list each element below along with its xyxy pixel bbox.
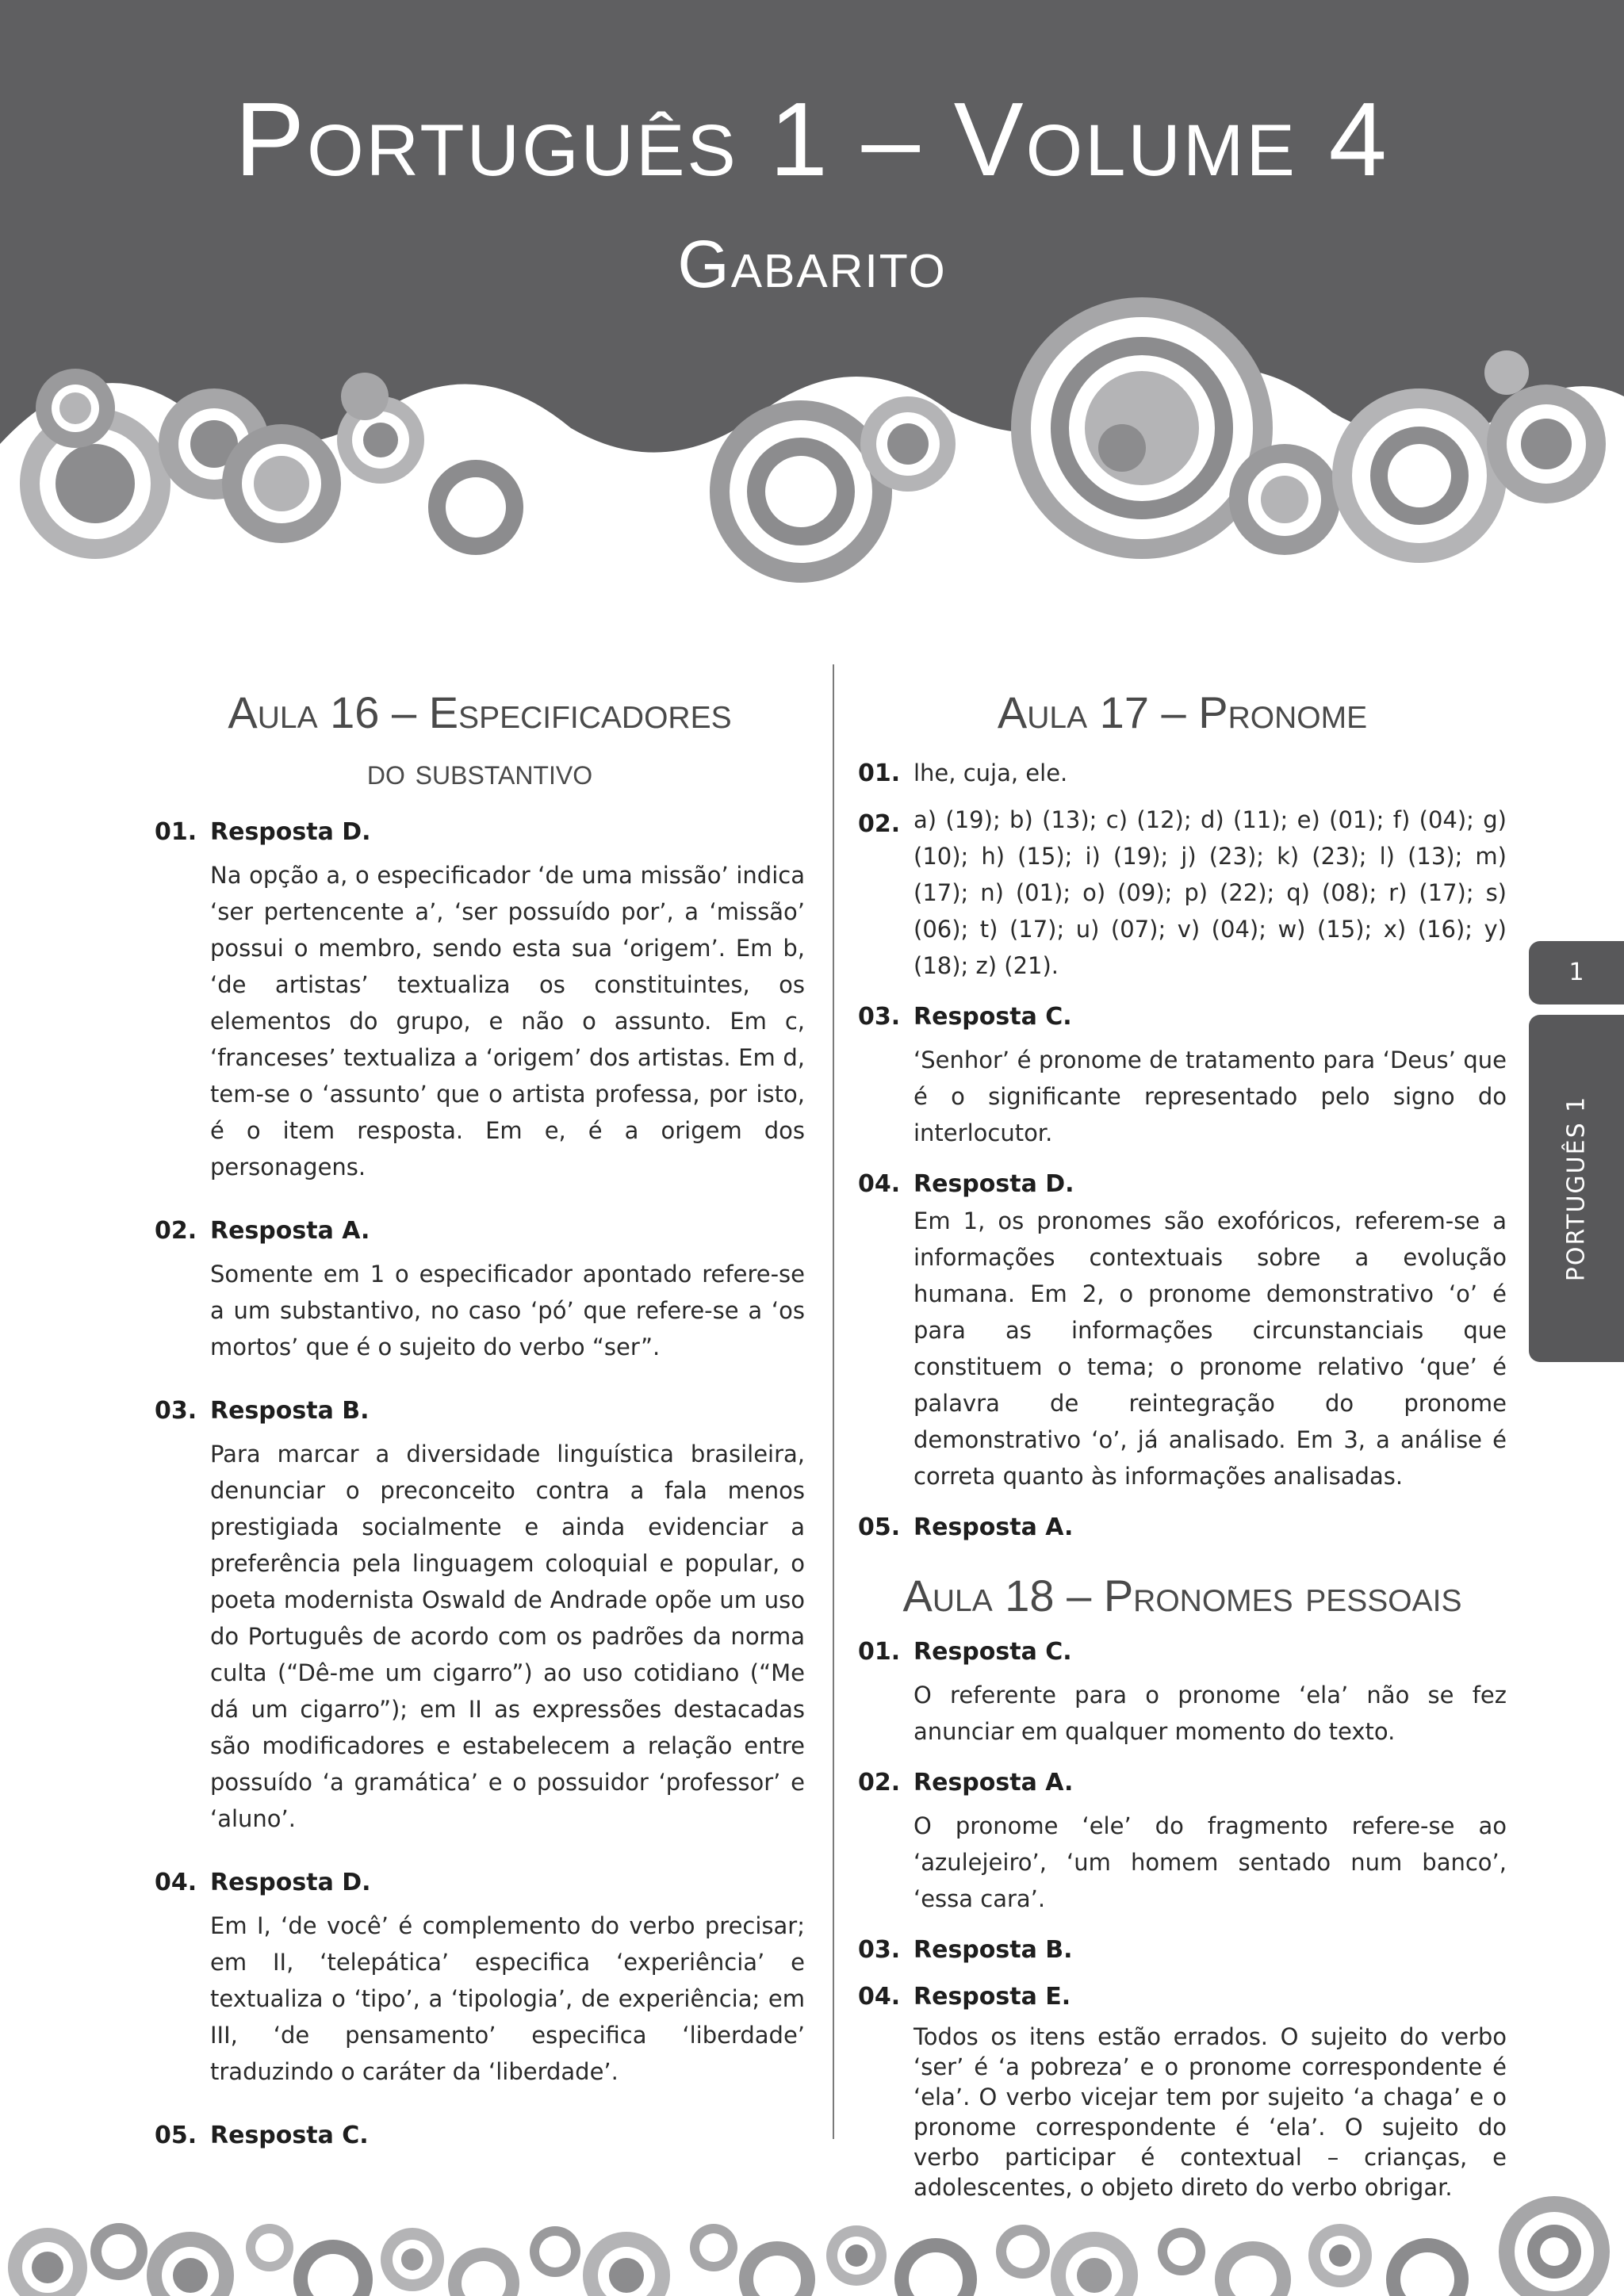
answer-item [858,1983,1507,2202]
item-number: 01. [155,818,197,846]
answer-heading: Resposta B. [914,1936,1073,1964]
answer-heading: Resposta E. [914,1983,1071,2011]
item-number: 01. [858,760,901,787]
answer-item [858,1170,1507,1494]
answer-item [155,1397,805,1837]
answer-heading: Resposta A. [914,1513,1074,1541]
answer-item [858,1513,1507,1541]
answer-heading: Resposta A. [914,1769,1074,1797]
answer-heading: Resposta B. [210,1397,370,1425]
answer-item [155,1869,805,2090]
item-number: 04. [155,1869,197,1896]
aula16-heading [155,682,805,799]
item-number: 05. [155,2122,197,2149]
aula17-heading: Aula 17 – Pronome [997,687,1368,737]
answer-heading: Resposta C. [914,1638,1072,1666]
answer-text: Todos os itens estão errados. O sujeito do verbo ‘ser’ é ‘a pobreza’ e o pronome correspondente é ‘ela’. O verbo vicejar tem por sujeito ‘a chaga’ e o pronome correspondente é ‘ela’. O sujeito do verbo participar é contextual – crianças, e adolescentes, o objeto direto do verbo obrigar. [914,2023,1507,2201]
answer-text: Em 1, os pronomes são exofóricos, referem-se a informações contextuais sobre a evolução humana. Em 2, o pronome demonstrativo ‘o’ é para as informações circunstanciais que constituem o tema; o pronome relativo ‘que’ é palavra de reintegração do pronome demonstrativo ‘o’, já analisado. Em 3, a análise é correta quanto às informações analisadas. [914,1207,1507,1490]
answer-text: lhe, cuja, ele. [914,760,1068,786]
item-number: 03. [858,1936,901,1964]
right-column [858,682,1507,2202]
aula16-title-line2: do substantivo [366,751,593,792]
answer-heading: Resposta C. [210,2122,369,2149]
left-column [155,682,805,2149]
item-number: 04. [858,1983,901,2011]
item-number: 03. [155,1397,197,1425]
answer-item [155,2122,805,2149]
answer-text: a) (19); b) (13); c) (12); d) (11); e) (01); f) (04); g) (10); h) (15); i) (19); j) (23); k) (23); l) (13); m) (17); n) (01); o) (09); p) (22); q) (08); r) (17); s) (06); t) (17); u) (07); v) (04); w) (15); x) (16); y) (18); z) (21). [914,806,1507,979]
page-header [0,0,1624,555]
item-number: 04. [858,1170,901,1198]
page-number: 1 [1568,959,1584,986]
page-subtitle: Gabarito [677,227,947,301]
answer-heading: Resposta D. [210,1869,371,1896]
answer-text: O referente para o pronome ‘ela’ não se fez anunciar em qualquer momento do texto. [914,1682,1507,1745]
answer-item [858,1769,1507,1917]
item-number: 02. [858,810,901,838]
answer-heading: Resposta A. [210,1217,370,1245]
answer-heading: Resposta C. [914,1003,1072,1031]
answer-item [858,1638,1507,1750]
answer-heading: Resposta D. [914,1170,1074,1198]
answer-text: Em I, ‘de você’ é complemento do verbo precisar; em II, ‘telepática’ especifica ‘experiência’ e textualiza o ‘tipo’, a ‘tipologia’, de experiência; em III, ‘de pensamento’ especifica ‘liberdade’ traduzindo o caráter da ‘liberdade’. [210,1912,805,2085]
item-number: 02. [858,1769,901,1797]
item-number: 05. [858,1513,901,1541]
page-number-tab [1529,941,1624,1004]
answer-item [858,806,1507,984]
answer-item [858,1003,1507,1151]
answer-text: ‘Senhor’ é pronome de tratamento para ‘Deus’ que é o significante representado pelo signo do interlocutor. [914,1047,1507,1146]
item-number: 02. [155,1217,197,1245]
answer-text: Somente em 1 o especificador apontado refere-se a um substantivo, no caso ‘pó’ que refere-se a ‘os mortos’ que é o sujeito do verbo “ser”. [210,1261,805,1360]
answer-text: O pronome ‘ele’ do fragmento refere-se ao ‘azulejeiro’, ‘um homem sentado num banco’, ‘essa cara’. [914,1812,1507,1912]
subject-tab [1529,1015,1624,1362]
column-divider [833,664,834,2139]
answer-item [858,755,1507,791]
page-title: Português 1 – Volume 4 [235,81,1389,197]
answer-item [858,1936,1507,1964]
answer-item [155,818,805,1185]
answer-text: Na opção a, o especificador ‘de uma missão’ indica ‘ser pertencente a’, ‘ser possuído por’, a ‘missão’ possui o membro, sendo esta sua ‘origem’. Em b, ‘de artistas’ textualiza os constituintes, os elementos do grupo, e não o assunto. Em c, ‘franceses’ textualiza a ‘origem’ dos artistas. Em d, tem-se o ‘assunto’ que o artista professa, por isto, é o item resposta. Em e, é a origem dos personagens. [210,862,805,1181]
subject-label: PORTUGUÊS 1 [1562,1095,1591,1282]
answer-item [155,1217,805,1365]
aula16-title: Aula 16 – Especificadores [228,687,732,737]
decorative-circles-footer [0,2172,1624,2296]
answer-text: Para marcar a diversidade linguística brasileira, denunciar o preconceito contra a fala menos prestigiada socialmente e ainda evidenciar a preferência pela linguagem coloquial e popular, o poeta modernista Oswald de Andrade opõe um uso do Português de acordo com os padrões da norma culta (“Dê-me um cigarro”) ao uso cotidiano (“Me dá um cigarro”); em II as expressões destacadas são modificadores e estabelecem a relação entre possuído ‘a gramática’ e o possuidor ‘professor’ e ‘aluno’. [210,1441,805,1832]
aula18-heading: Aula 18 – Pronomes pessoais [902,1571,1462,1621]
item-number: 01. [858,1638,901,1666]
item-number: 03. [858,1003,901,1031]
answer-heading: Resposta D. [210,818,371,846]
